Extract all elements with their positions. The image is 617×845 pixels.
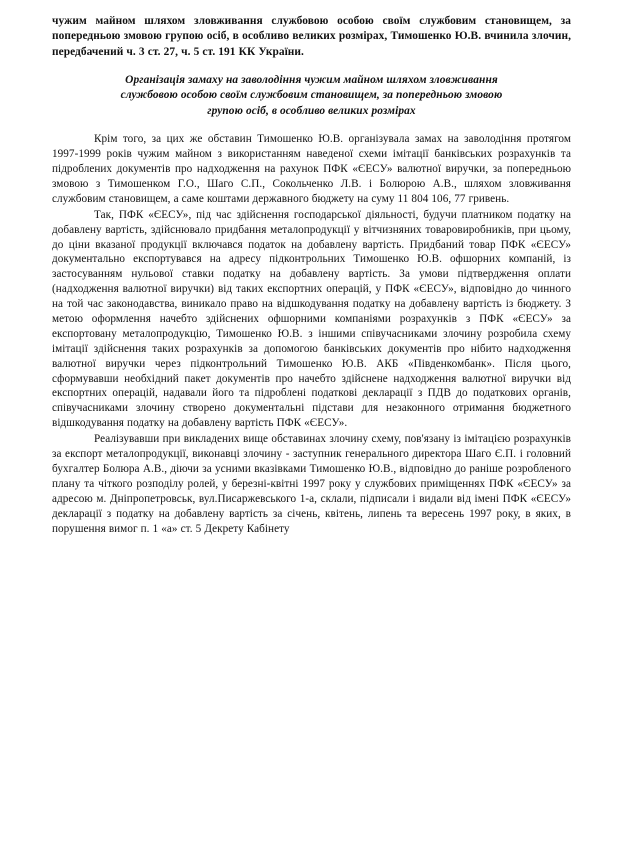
- paragraph-body-2: Так, ПФК «ЄЕСУ», під час здійснення господарської діяльності, будучи платником податку на добавлену вартість, здійснювало придбання металопродукції у вітчизняних товаровиробників, при цьому, до ціни вказаної продукції включався податок на добавлену вартість. Придбаний товар ПФК «ЄЕСУ» документально експортувався на адресу підконтрольних Тимошенко Ю.В. офшорних компаній, із застосуванням нульової ставки податку на добавлену вартість. За умови підтвердження оплати (надходження валютної виручки) від таких експортних операцій, у ПФК «ЄЕСУ», відповідно до чинного на той час законодавства, виникало право на відшкодування податку на добавлену вартість із бюджету. З метою оформлення начебто здійснених офшорними компаніями розрахунків з ПФК «ЄЕСУ» за експортовану металопродукцію, Тимошенко Ю.В. з іншими співучасниками злочину розробила схему імітації здійснення таких розрахунків за допомогою банківських документів про нібито надходження валютної виручки через підконтрольний Тимошенко Ю.В. АКБ «Південкомбанк». Після цього, сформувавши необхідний пакет документів про начебто здійснене надходження валютної виручки від експортних операцій, надавали його та підроблені податкові декларації з ПДВ до податкових органів, співучасниками злочину створено документальні підстави для незаконного отримання бюджетного відшкодування податку на добавлену вартість ПФК «ЄЕСУ».: [52, 208, 571, 430]
- paragraph-opening: чужим майном шляхом зловживання службовою особою своїм службовим становищем, за попередньою змовою групою осіб, в особливо великих розмірах, Тимошенко Ю.В. вчинила злочин, передбачений ч. 3 ст. 27, ч. 5 ст. 191 КК України.: [52, 15, 571, 58]
- section-heading-line-2: службовою особою своїм службовим становищем, за попередньою змовою: [120, 89, 503, 102]
- paragraph-body-1: Крім того, за цих же обставин Тимошенко Ю.В. організувала замах на заволодіння протягом 1997-1999 років чужим майном з використанням наведеної схеми імітації банківських розрахунків та підроблених документів про надходження на рахунок ПФК «ЄЕСУ» валютної виручки, за попередньою змовою з Тимошенком Г.О., Шаго С.П., Сокольченко Л.В. і Болюрою А.В., шляхом зловживання службовим становищем, а саме коштами державного бюджету на суму 11 804 106, 77 гривень.: [52, 133, 571, 205]
- section-heading-line-3: групою осіб, в особливо великих розмірах: [207, 104, 416, 117]
- section-heading-line-1: Організація замаху на заволодіння чужим майном шляхом зловживання: [125, 73, 498, 86]
- section-heading: [66, 73, 557, 120]
- paragraph-body-3: Реалізувавши при викладених вище обставинах злочину схему, пов'язану із імітацією розрахунків за експорт металопродукції, виконавці злочину - заступник генерального директора Шаго Є.П. і головний бухгалтер Болюра А.В., діючи за усними вказівками Тимошенко Ю.В., відповідно до раніше розробленого плану та чіткого розподілу ролей, у березні-квітні 1997 року у службових приміщеннях ПФК «ЄЕСУ» за адресою м. Дніпропетровськ, вул.Писаржевського 1-а, склали, підписали і видали від імені ПФК «ЄЕСУ» декларації з податку на добавлену вартість за січень, квітень, липень та вересень 1997 року, в яких, в порушення вимог п. 1 «а» ст. 5 Декрету Кабінету: [52, 433, 571, 535]
